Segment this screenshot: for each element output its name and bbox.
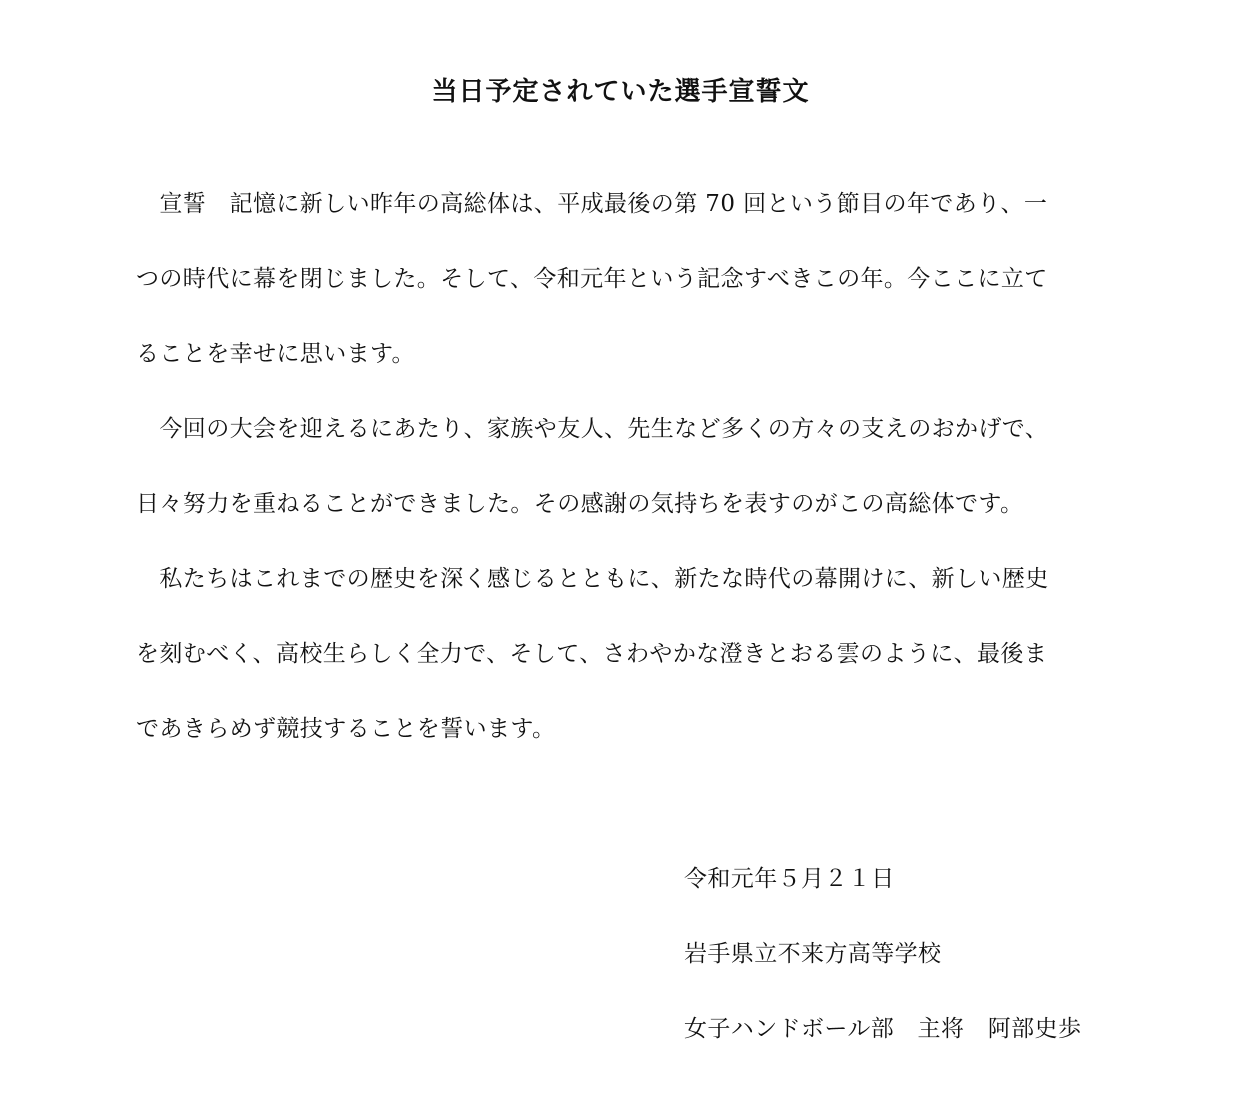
body-line: 宣誓 記憶に新しい昨年の高総体は、平成最後の第 70 回という節目の年であり、一 bbox=[136, 191, 1048, 217]
document-title: 当日予定されていた選手宣誓文 bbox=[431, 77, 810, 107]
signature-school: 岩手県立不来方高等学校 bbox=[684, 941, 942, 967]
body-line: ることを幸せに思います。 bbox=[136, 341, 415, 367]
body-line: であきらめず競技することを誓います。 bbox=[136, 716, 556, 742]
body-line: 私たちはこれまでの歴史を深く感じるとともに、新たな時代の幕開けに、新しい歴史 bbox=[136, 566, 1049, 592]
body-line: つの時代に幕を閉じました。そして、令和元年という記念すべきこの年。今ここに立て bbox=[136, 266, 1048, 292]
body-line: 日々努力を重ねることができました。その感謝の気持ちを表すのがこの高総体です。 bbox=[136, 491, 1024, 517]
body-line: 今回の大会を迎えるにあたり、家族や友人、先生など多くの方々の支えのおかげで、 bbox=[136, 416, 1049, 442]
body-line: を刻むべく、高校生らしく全力で、そして、さわやかな澄きとおる雲のように、最後ま bbox=[136, 641, 1048, 667]
signature-date: 令和元年５月２１日 bbox=[684, 866, 895, 892]
signature-name: 女子ハンドボール部 主将 阿部史歩 bbox=[684, 1016, 1082, 1042]
